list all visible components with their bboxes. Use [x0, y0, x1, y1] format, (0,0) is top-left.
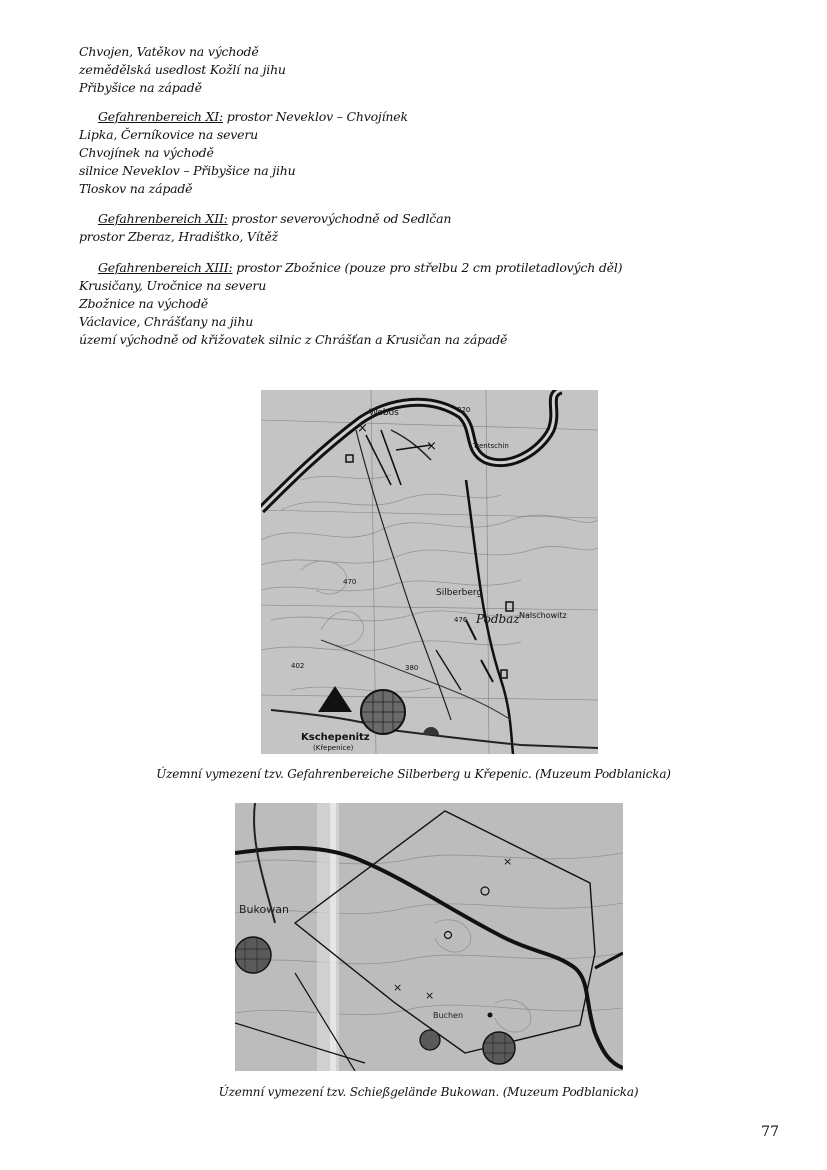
section-xi-desc: prostor Neveklov – Chvojínek [222, 109, 408, 124]
map-bukowan-drawing [235, 803, 623, 1071]
section-xiii-heading [98, 259, 622, 276]
text-line: Tloskov na západě [79, 181, 193, 196]
text-line: Krusičany, Uročnice na severu [79, 278, 267, 293]
map-label: 470 [343, 578, 357, 586]
map-label: Podbaz [476, 612, 520, 626]
map-label: Silberberg [436, 588, 483, 598]
section-xii-title: Gefahrenbereich XII: [98, 211, 228, 226]
map-label: Nalschowitz [519, 611, 567, 620]
map-label: Buchen [433, 1011, 464, 1020]
text-line: Václavice, Chrášťany na jihu [79, 314, 254, 329]
text-line: zemědělská usedlost Kožlí na jihu [79, 62, 286, 77]
section-xiii-title: Gefahrenbereich XIII: [98, 260, 233, 275]
text-line: Lipka, Černíkovice na severu [79, 127, 258, 142]
svg-text:×: × [426, 439, 437, 454]
text-line: silnice Neveklov – Přibyšice na jihu [79, 163, 296, 178]
text-line: území východně od křižovatek silnic z Chrášťan a Krusičan na západě [79, 332, 508, 347]
section-xi-heading [98, 108, 408, 125]
map-silberberg [261, 390, 598, 754]
page-number: 77 [761, 1124, 779, 1140]
text-line: Chvojen, Vatěkov na východě [79, 44, 259, 59]
svg-text:×: × [393, 981, 403, 994]
map-label: Kschepenitz [301, 732, 370, 743]
map-bukowan [235, 803, 623, 1071]
figure-caption: Územní vymezení tzv. Schießgelände Bukowan. (Muzeum Podblanicka) [218, 1085, 639, 1099]
section-xi-title: Gefahrenbereich XI: [98, 109, 223, 124]
svg-text:×: × [503, 855, 513, 868]
map-label: Trentschin [473, 442, 509, 450]
svg-text:×: × [425, 989, 435, 1002]
map-label: (Křepenice) [313, 744, 354, 752]
map-label: 476 [454, 616, 468, 624]
section-xii-desc: prostor severovýchodně od Sedlčan [227, 211, 452, 226]
map-label: 220 [457, 406, 471, 414]
map-label: 402 [291, 662, 305, 670]
section-xiii-desc: prostor Zbožnice (pouze pro střelbu 2 cm protiletadlových děl) [232, 260, 623, 275]
map-label: Bukowan [239, 903, 289, 916]
svg-text:×: × [357, 421, 368, 436]
text-line: prostor Zberaz, Hradištko, Vítěž [79, 229, 278, 244]
map-silberberg-drawing [261, 390, 598, 754]
map-label: 380 [405, 664, 419, 672]
text-line: Zbožnice na východě [79, 296, 208, 311]
map-label: Wobos [369, 408, 399, 418]
text-line: Přibyšice na západě [79, 80, 202, 95]
section-xii-heading [98, 210, 451, 227]
text-line: Chvojínek na východě [79, 145, 214, 160]
figure-caption: Územní vymezení tzv. Gefahrenbereiche Silberberg u Křepenic. (Muzeum Podblanicka) [156, 767, 671, 781]
